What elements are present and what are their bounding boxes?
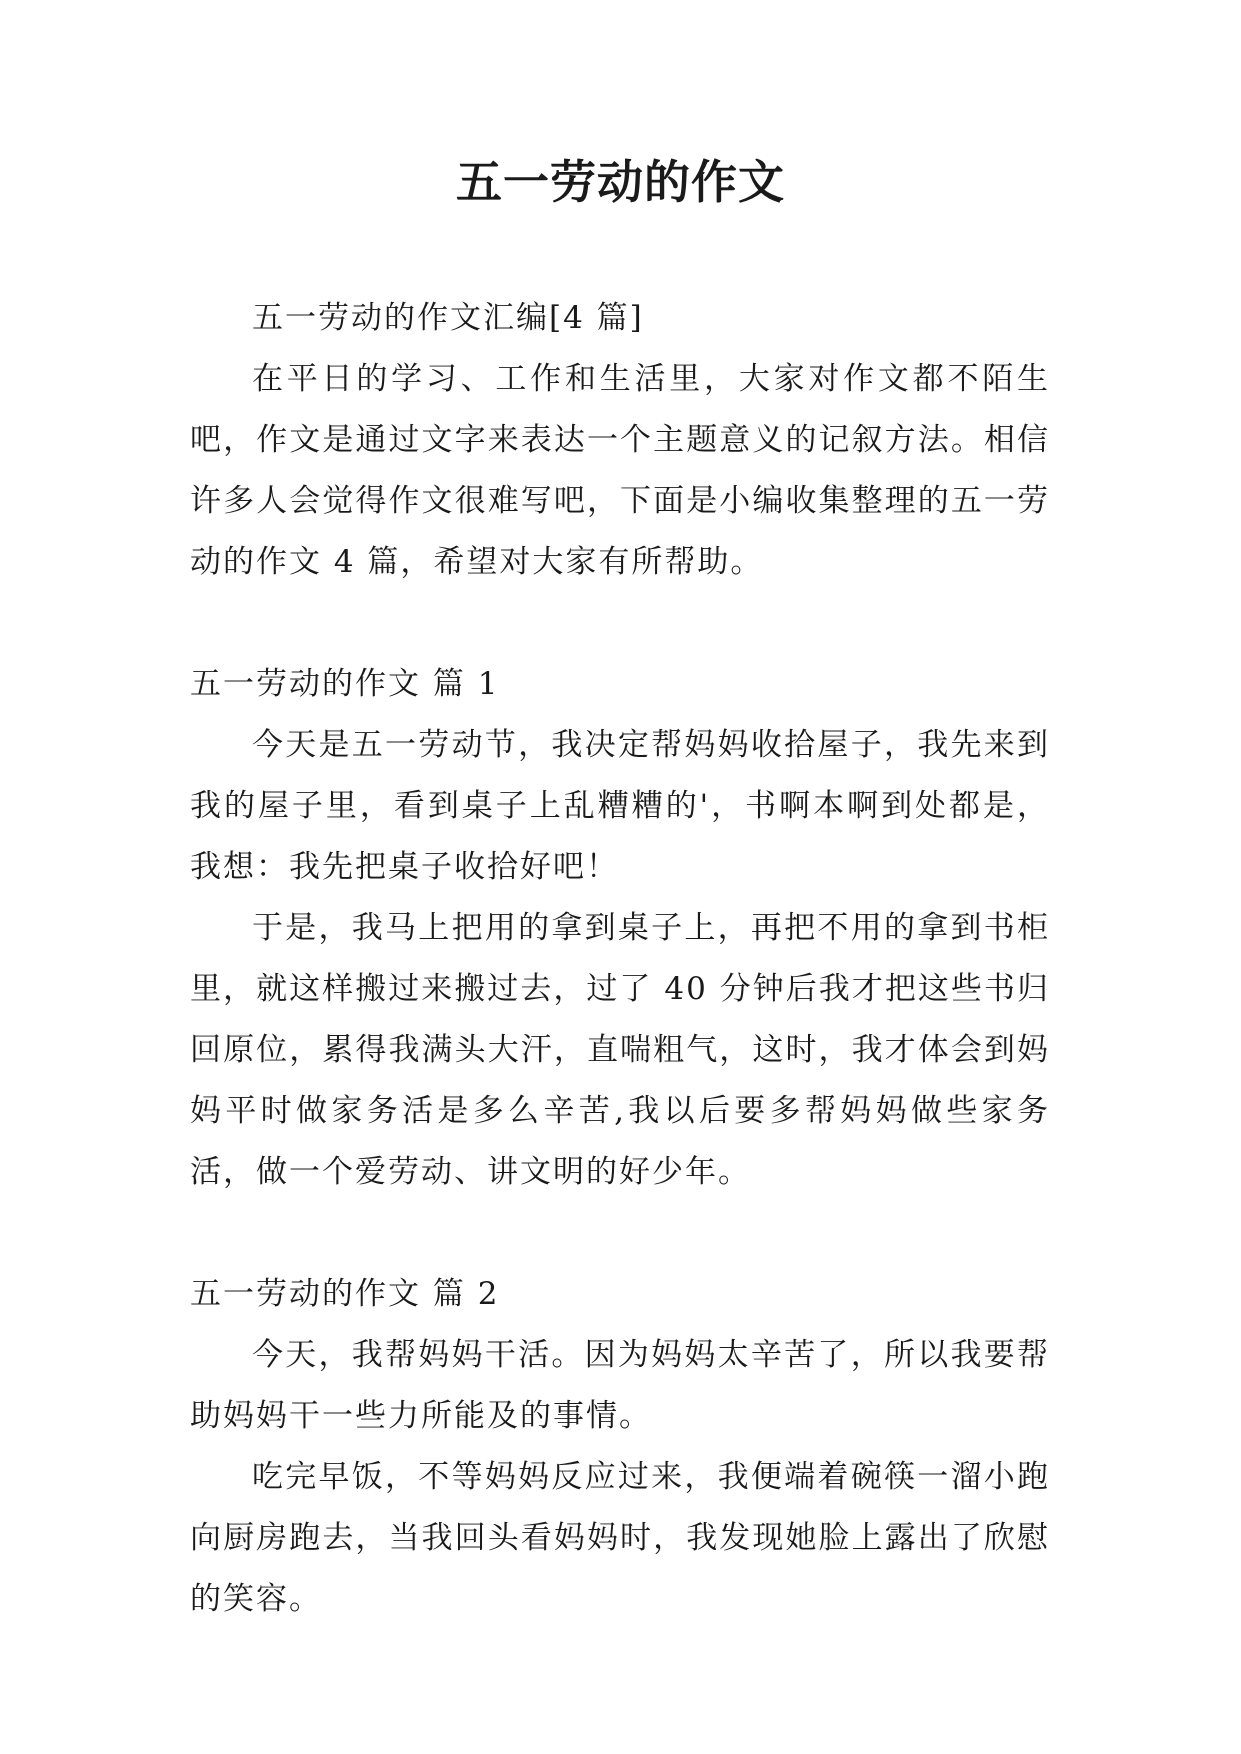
intro-paragraph: 在平日的学习、工作和生活里，大家对作文都不陌生吧，作文是通过文字来表达一个主题意义的记叙方法。相信许多人会觉得作文很难写吧，下面是小编收集整理的五一劳动的作文 4 篇，希望对大家有所帮助。 bbox=[190, 361, 1050, 580]
section-paragraph: 于是，我马上把用的拿到桌子上，再把不用的拿到书柜里，就这样搬过来搬过去，过了 40 分钟后我才把这些书归回原位，累得我满头大汗，直喘粗气，这时，我才体会到妈妈平时做家务活是多么辛苦,我以后要多帮妈妈做些家务活，做一个爱劳动、讲文明的好少年。 bbox=[190, 910, 1050, 1190]
intro-subtitle: 五一劳动的作文汇编[4 篇] bbox=[252, 300, 644, 336]
section-heading: 五一劳动的作文 篇 1 bbox=[190, 666, 500, 702]
section-paragraph: 吃完早饭，不等妈妈反应过来，我便端着碗筷一溜小跑向厨房跑去，当我回头看妈妈时，我发现她脸上露出了欣慰的笑容。 bbox=[190, 1459, 1050, 1617]
section-heading: 五一劳动的作文 篇 2 bbox=[190, 1276, 500, 1312]
document-title: 五一劳动的作文 bbox=[456, 155, 785, 209]
document-body bbox=[190, 288, 1050, 1630]
section-2 bbox=[190, 1264, 1050, 1630]
section-paragraph: 今天是五一劳动节，我决定帮妈妈收拾屋子，我先来到我的屋子里，看到桌子上乱糟糟的'，书啊本啊到处都是，我想：我先把桌子收拾好吧！ bbox=[190, 727, 1050, 885]
section-1 bbox=[190, 654, 1050, 1203]
section-paragraph: 今天，我帮妈妈干活。因为妈妈太辛苦了，所以我要帮助妈妈干一些力所能及的事情。 bbox=[190, 1337, 1050, 1434]
